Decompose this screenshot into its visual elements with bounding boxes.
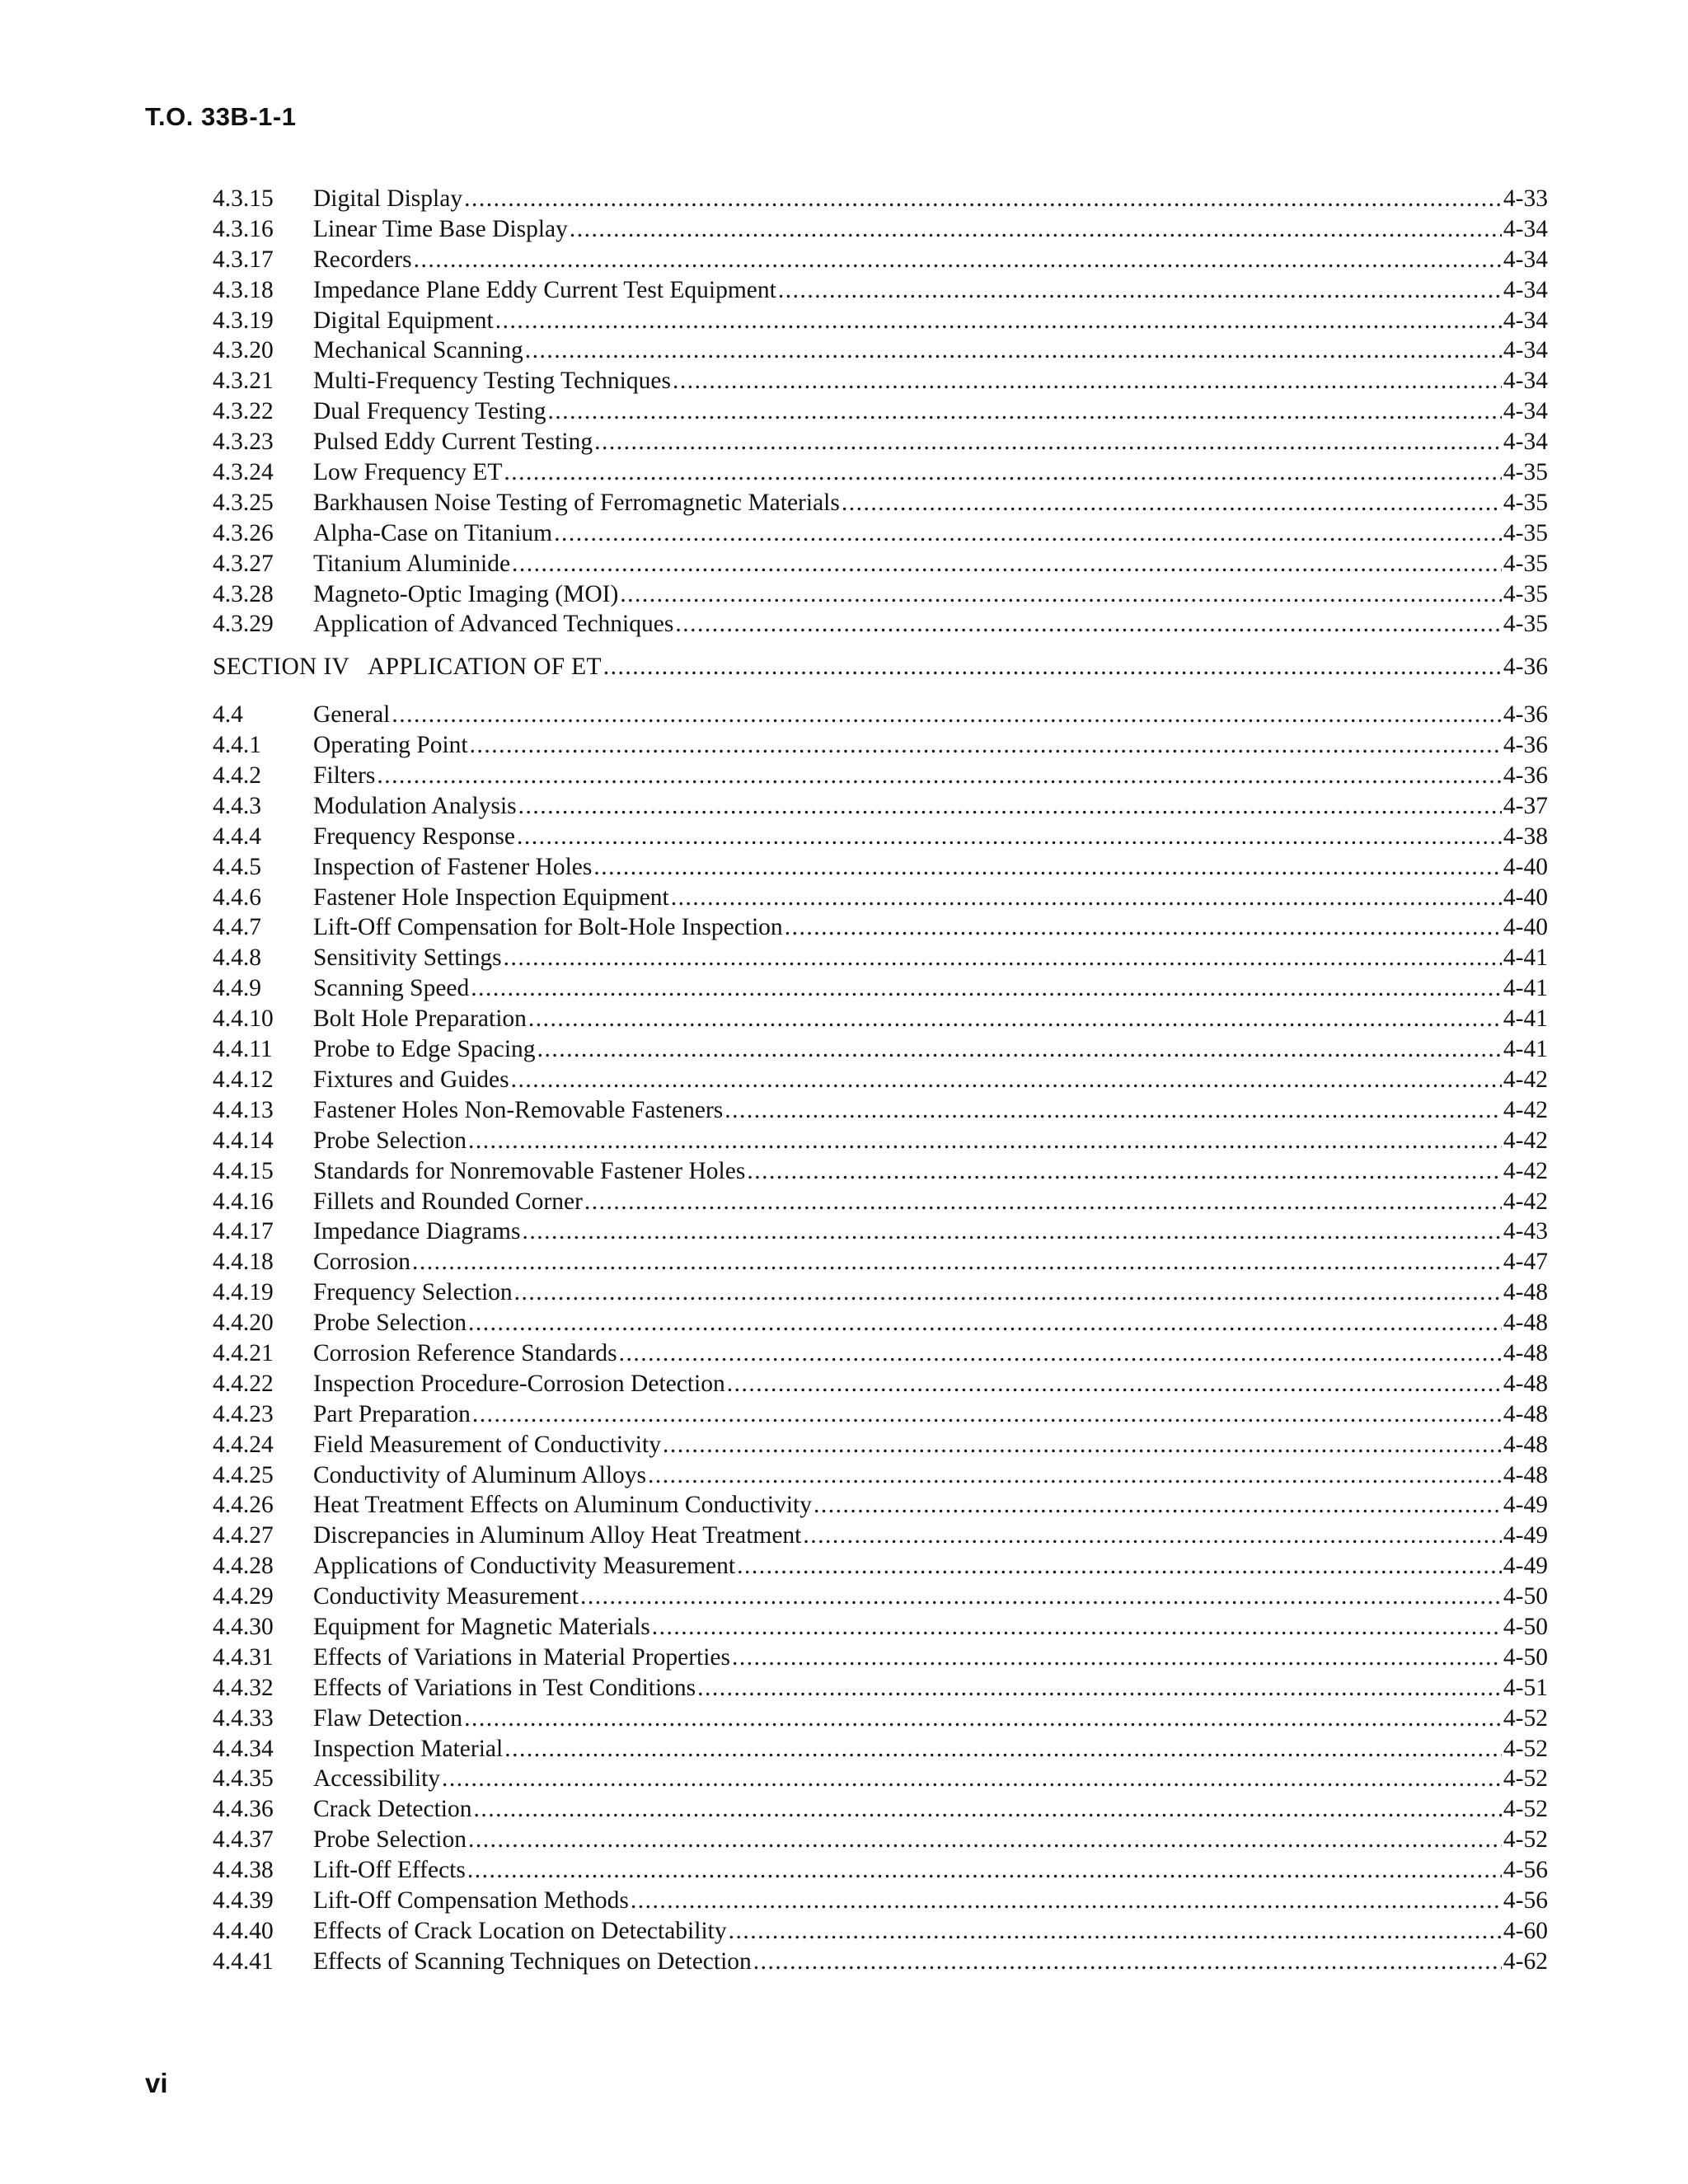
toc-entry-title: Magneto-Optic Imaging (MOI) <box>313 580 619 607</box>
toc-entry-number: 4.4.34 <box>213 1735 274 1762</box>
toc-entry-title: Impedance Diagrams <box>313 1218 521 1245</box>
toc-entry[interactable] <box>213 822 1548 852</box>
toc-entry-number: 4.3.26 <box>213 519 274 546</box>
toc-entry-title: Flaw Detection <box>313 1704 463 1732</box>
toc-entry[interactable] <box>213 609 1548 640</box>
toc-entry-number: 4.4.1 <box>213 732 261 759</box>
toc-entry-number: 4.4.26 <box>213 1492 274 1519</box>
toc-entry-page: 4-34 <box>1503 368 1548 395</box>
toc-entry-page: 4-41 <box>1503 1005 1548 1033</box>
toc-entry-number: 4.4.37 <box>213 1826 274 1854</box>
toc-entry-title: Probe Selection <box>313 1826 467 1854</box>
toc-leader-dots <box>584 1187 1502 1217</box>
toc-entry-page: 4-40 <box>1503 883 1548 911</box>
toc-leader-dots <box>514 1277 1502 1308</box>
toc-entry-number: 4.3.18 <box>213 276 274 303</box>
toc-entry[interactable] <box>213 1643 1548 1673</box>
toc-section-title <box>213 652 602 682</box>
toc-entry-page: 4-48 <box>1503 1310 1548 1337</box>
toc-entry-title: Application of Advanced Techniques <box>313 611 674 638</box>
toc-entry-page: 4-42 <box>1503 1188 1548 1215</box>
toc-entry[interactable] <box>213 1734 1548 1765</box>
toc-entry-number: 4.3.21 <box>213 368 274 395</box>
toc-entry-title: Frequency Response <box>313 823 515 850</box>
toc-section-label: SECTION IV <box>213 654 350 681</box>
toc-entry-title: Frequency Selection <box>313 1279 513 1306</box>
toc-leader-dots <box>522 1216 1501 1247</box>
toc-group-4-4 <box>213 700 1548 1976</box>
toc-entry-number: 4.4.22 <box>213 1370 274 1397</box>
toc-entry[interactable] <box>213 1886 1548 1916</box>
toc-entry[interactable] <box>213 1156 1548 1187</box>
toc-entry[interactable] <box>213 214 1548 245</box>
toc-entry-page: 4-48 <box>1503 1461 1548 1488</box>
toc-entry-number: 4.4.25 <box>213 1461 274 1488</box>
toc-entry-title: Effects of Scanning Techniques on Detection <box>313 1947 752 1975</box>
toc-entry[interactable] <box>213 700 1548 730</box>
toc-leader-dots <box>474 1794 1502 1825</box>
toc-entry-page: 4-33 <box>1503 185 1548 212</box>
toc-entry[interactable] <box>213 579 1548 610</box>
toc-entry-number: 4.4.33 <box>213 1704 274 1732</box>
toc-entry[interactable] <box>213 1582 1548 1612</box>
toc-leader-dots <box>778 275 1502 306</box>
toc-entry-number: 4.4.7 <box>213 914 261 941</box>
toc-entry-number: 4.3.17 <box>213 246 274 273</box>
toc-leader-dots <box>392 700 1502 730</box>
toc-leader-dots <box>594 427 1502 457</box>
toc-entry[interactable] <box>213 488 1548 518</box>
toc-entry[interactable] <box>213 1612 1548 1643</box>
toc-entry-title: Modulation Analysis <box>313 792 517 819</box>
toc-leader-dots <box>414 245 1502 275</box>
toc-entry-title: Discrepancies in Aluminum Alloy Heat Treatment <box>313 1522 802 1549</box>
toc-entry[interactable] <box>213 1704 1548 1734</box>
toc-entry-title: Field Measurement of Conductivity <box>313 1431 661 1458</box>
toc-entry[interactable] <box>213 730 1548 761</box>
document-id: T.O. 33B-1-1 <box>145 102 297 131</box>
toc-leader-dots <box>471 973 1502 1004</box>
toc-entry[interactable] <box>213 366 1548 396</box>
toc-entry-page: 4-42 <box>1503 1096 1548 1123</box>
toc-entry-title: Scanning Speed <box>313 975 470 1002</box>
toc-entry-number: 4.3.19 <box>213 307 274 334</box>
toc-entry-number: 4.4.5 <box>213 853 261 880</box>
toc-entry-number: 4.4.11 <box>213 1036 273 1063</box>
toc-entry-page: 4-41 <box>1503 944 1548 972</box>
toc-entry[interactable] <box>213 761 1548 791</box>
toc-entry-number: 4.4.3 <box>213 792 261 819</box>
toc-entry[interactable] <box>213 791 1548 822</box>
toc-entry-number: 4.3.22 <box>213 398 274 425</box>
toc-entry-number: 4.3.28 <box>213 580 274 607</box>
toc-entry[interactable] <box>213 1430 1548 1460</box>
toc-leader-dots <box>537 1034 1502 1065</box>
toc-entry-title: Fixtures and Guides <box>313 1066 509 1093</box>
toc-entry-number: 4.4.14 <box>213 1127 274 1154</box>
toc-entry-title: Titanium Aluminide <box>313 550 511 577</box>
toc-entry[interactable] <box>213 335 1548 366</box>
toc-leader-dots <box>517 822 1502 852</box>
toc-leader-dots <box>495 306 1502 336</box>
toc-entry-number: 4.4.40 <box>213 1917 274 1944</box>
toc-leader-dots <box>593 852 1502 883</box>
toc-leader-dots <box>472 1399 1502 1430</box>
toc-entry-number: 4.3.24 <box>213 459 274 486</box>
toc-entry-page: 4-42 <box>1503 1157 1548 1184</box>
toc-entry-title: Conductivity Measurement <box>313 1583 579 1610</box>
toc-leader-dots <box>785 912 1502 943</box>
toc-entry[interactable] <box>213 852 1548 883</box>
toc-entry[interactable] <box>213 883 1548 913</box>
toc-entry-page: 4-48 <box>1503 1370 1548 1397</box>
toc-entry-page: 4-36 <box>1503 701 1548 729</box>
toc-entry-number: 4.4.12 <box>213 1066 274 1093</box>
toc-entry-number: 4.4.8 <box>213 944 261 972</box>
toc-entry-page: 4-34 <box>1503 307 1548 334</box>
toc-leader-dots <box>548 396 1502 427</box>
toc-leader-dots <box>814 1490 1502 1521</box>
toc-entry[interactable] <box>213 1947 1548 1977</box>
toc-entry-title: Probe to Edge Spacing <box>313 1036 536 1063</box>
toc-entry-number: 4.4.29 <box>213 1583 274 1610</box>
toc-entry-page: 4-41 <box>1503 975 1548 1002</box>
toc-entry-title: Inspection of Fastener Holes <box>313 853 593 880</box>
toc-entry-number: 4.3.23 <box>213 429 274 456</box>
toc-entry-page: 4-36 <box>1503 732 1548 759</box>
toc-entry-page: 4-42 <box>1503 1127 1548 1154</box>
toc-entry-number: 4.4.18 <box>213 1249 274 1276</box>
toc-entry-number: 4.4.20 <box>213 1310 274 1337</box>
toc-leader-dots <box>468 1126 1502 1156</box>
toc-entry-title: Heat Treatment Effects on Aluminum Conductivity <box>313 1492 812 1519</box>
toc-entry-page: 4-34 <box>1503 215 1548 242</box>
toc-entry-page: 4-50 <box>1503 1583 1548 1610</box>
toc-entry[interactable] <box>213 518 1548 549</box>
toc-entry[interactable] <box>213 912 1548 943</box>
toc-entry-title: Lift-Off Compensation for Bolt-Hole Inspection <box>313 914 783 941</box>
toc-entry-page: 4-48 <box>1503 1431 1548 1458</box>
toc-entry-page: 4-35 <box>1503 611 1548 638</box>
toc-entry-title: Standards for Nonremovable Fastener Holes <box>313 1157 746 1184</box>
toc-entry-number: 4.4 <box>213 701 243 729</box>
toc-entry[interactable] <box>213 1551 1548 1582</box>
toc-leader-dots <box>753 1947 1502 1977</box>
toc-entry[interactable] <box>213 1369 1548 1399</box>
toc-leader-dots <box>620 579 1502 610</box>
toc-entry[interactable] <box>213 1126 1548 1156</box>
toc-leader-dots <box>468 1825 1502 1855</box>
toc-entry-title: Pulsed Eddy Current Testing <box>313 429 593 456</box>
toc-entry[interactable] <box>213 1338 1548 1369</box>
page-number: vi <box>145 2068 168 2098</box>
toc-entry[interactable] <box>213 1004 1548 1034</box>
toc-entry-page: 4-62 <box>1503 1947 1548 1975</box>
toc-entry-number: 4.4.41 <box>213 1947 274 1975</box>
toc-entry-number: 4.4.4 <box>213 823 261 850</box>
toc-leader-dots <box>467 1855 1502 1886</box>
toc-entry-title: Operating Point <box>313 732 468 759</box>
toc-leader-dots <box>673 366 1502 396</box>
toc-entry-number: 4.3.15 <box>213 185 274 212</box>
toc-entry-title: Applications of Conductivity Measurement <box>313 1553 736 1580</box>
toc-entry-page: 4-51 <box>1503 1674 1548 1701</box>
toc-entry-title: Effects of Variations in Test Conditions <box>313 1674 696 1701</box>
toc-entry-number: 4.4.31 <box>213 1643 274 1671</box>
toc-entry-title: Recorders <box>313 246 412 273</box>
toc-entry-number: 4.4.35 <box>213 1765 274 1793</box>
toc-entry-title: Part Preparation <box>313 1400 471 1427</box>
toc-entry[interactable] <box>213 396 1548 427</box>
toc-entry[interactable] <box>213 1460 1548 1491</box>
toc-leader-dots <box>697 1673 1502 1704</box>
toc-entry-page: 4-42 <box>1503 1066 1548 1093</box>
toc-leader-dots <box>732 1643 1502 1673</box>
toc-entry-title: Fastener Hole Inspection Equipment <box>313 883 669 911</box>
toc-leader-dots <box>442 1764 1502 1794</box>
toc-entry[interactable] <box>213 1247 1548 1277</box>
toc-entry[interactable] <box>213 1216 1548 1247</box>
toc-entry-number: 4.3.16 <box>213 215 274 242</box>
toc-entry-title: Probe Selection <box>313 1310 467 1337</box>
toc-entry[interactable] <box>213 1095 1548 1126</box>
toc-entry-title: Lift-Off Compensation Methods <box>313 1886 629 1914</box>
toc-entry[interactable] <box>213 184 1548 214</box>
toc-entry-title: Accessibility <box>313 1765 441 1793</box>
toc-entry-page: 4-36 <box>1503 762 1548 790</box>
toc-entry-page: 4-47 <box>1503 1249 1548 1276</box>
toc-entry[interactable] <box>213 1855 1548 1886</box>
toc-leader-dots <box>511 1065 1502 1095</box>
toc-leader-dots <box>842 488 1502 518</box>
toc-entry[interactable] <box>213 549 1548 579</box>
toc-entry[interactable] <box>213 1187 1548 1217</box>
toc-entry-title: Digital Equipment <box>313 307 494 334</box>
toc-section-name: APPLICATION OF ET <box>368 654 602 681</box>
toc-entry-number: 4.3.20 <box>213 337 274 364</box>
toc-leader-dots <box>504 457 1502 488</box>
toc-entry-title: Multi-Frequency Testing Techniques <box>313 368 671 395</box>
toc-entry[interactable] <box>213 306 1548 336</box>
toc-leader-dots <box>518 791 1502 822</box>
toc-leader-dots <box>675 609 1502 640</box>
toc-entry[interactable] <box>213 1916 1548 1947</box>
toc-entry[interactable] <box>213 275 1548 306</box>
toc-group-4-3 <box>213 184 1548 640</box>
toc-leader-dots <box>525 335 1502 366</box>
toc-entry-page: 4-34 <box>1503 398 1548 425</box>
toc-leader-dots <box>470 730 1502 761</box>
toc-entry-number: 4.4.28 <box>213 1553 274 1580</box>
toc-leader-dots <box>603 652 1502 682</box>
toc-entry-title: Mechanical Scanning <box>313 337 523 364</box>
toc-entry-number: 4.4.2 <box>213 762 261 790</box>
toc-entry-page: 4-48 <box>1503 1339 1548 1366</box>
toc-entry-page: 4-52 <box>1503 1704 1548 1732</box>
toc-entry[interactable] <box>213 1825 1548 1855</box>
toc-entry-number: 4.3.29 <box>213 611 274 638</box>
toc-leader-dots <box>412 1247 1502 1277</box>
toc-entry[interactable] <box>213 1794 1548 1825</box>
toc-entry-number: 4.4.6 <box>213 883 261 911</box>
toc-entry-page: 4-40 <box>1503 914 1548 941</box>
toc-entry[interactable] <box>213 1764 1548 1794</box>
toc-entry-number: 4.4.38 <box>213 1857 274 1884</box>
toc-entry-number: 4.3.27 <box>213 550 274 577</box>
toc-leader-dots <box>464 1704 1502 1734</box>
toc-leader-dots <box>652 1612 1502 1643</box>
toc-entry[interactable] <box>213 1490 1548 1521</box>
toc-entry-page: 4-52 <box>1503 1765 1548 1793</box>
toc-entry[interactable] <box>213 1034 1548 1065</box>
toc-leader-dots <box>631 1886 1502 1916</box>
toc-entry-title: Digital Display <box>313 185 463 212</box>
toc-entry-title: Impedance Plane Eddy Current Test Equipment <box>313 276 776 303</box>
toc-entry[interactable] <box>213 1277 1548 1308</box>
table-of-contents <box>213 184 1548 1977</box>
toc-entry-number: 4.4.19 <box>213 1279 274 1306</box>
toc-entry-title: Filters <box>313 762 376 790</box>
toc-entry-title: Fastener Holes Non-Removable Fasteners <box>313 1096 724 1123</box>
toc-leader-dots <box>377 761 1502 791</box>
toc-entry[interactable] <box>213 1308 1548 1338</box>
toc-entry-page: 4-52 <box>1503 1826 1548 1854</box>
toc-leader-dots <box>554 518 1502 549</box>
toc-entry-page: 4-38 <box>1503 823 1548 850</box>
toc-entry-title: Corrosion Reference Standards <box>313 1339 617 1366</box>
toc-entry-number: 4.4.36 <box>213 1796 274 1823</box>
toc-entry-title: Fillets and Rounded Corner <box>313 1188 583 1215</box>
toc-leader-dots <box>729 1916 1502 1947</box>
toc-entry[interactable] <box>213 457 1548 488</box>
toc-entry-number: 4.4.17 <box>213 1218 274 1245</box>
toc-entry[interactable] <box>213 1673 1548 1704</box>
toc-entry-title: Corrosion <box>313 1249 410 1276</box>
toc-leader-dots <box>504 1734 1502 1765</box>
toc-entry-page: 4-35 <box>1503 489 1548 516</box>
toc-section-page: 4-36 <box>1503 654 1548 681</box>
toc-leader-dots <box>570 214 1502 245</box>
toc-entry-page: 4-52 <box>1503 1796 1548 1823</box>
toc-leader-dots <box>580 1582 1502 1612</box>
toc-entry-title: Crack Detection <box>313 1796 472 1823</box>
toc-entry-title: Low Frequency ET <box>313 459 503 486</box>
toc-entry-page: 4-34 <box>1503 276 1548 303</box>
toc-entry-title: Probe Selection <box>313 1127 467 1154</box>
toc-entry-title: Bolt Hole Preparation <box>313 1005 527 1033</box>
toc-entry-page: 4-35 <box>1503 550 1548 577</box>
toc-entry-title: Equipment for Magnetic Materials <box>313 1613 650 1640</box>
toc-leader-dots <box>648 1460 1502 1491</box>
toc-entry[interactable] <box>213 427 1548 457</box>
toc-leader-dots <box>663 1430 1502 1460</box>
toc-leader-dots <box>464 184 1502 214</box>
toc-entry-page: 4-49 <box>1503 1553 1548 1580</box>
toc-entry-page: 4-52 <box>1503 1735 1548 1762</box>
toc-entry-title: Sensitivity Settings <box>313 944 502 972</box>
toc-entry-page: 4-41 <box>1503 1036 1548 1063</box>
toc-entry-page: 4-40 <box>1503 853 1548 880</box>
toc-leader-dots <box>737 1551 1502 1582</box>
toc-entry[interactable] <box>213 1521 1548 1551</box>
toc-leader-dots <box>727 1369 1502 1399</box>
toc-entry[interactable] <box>213 973 1548 1004</box>
toc-entry-page: 4-56 <box>1503 1857 1548 1884</box>
toc-entry-title: Conductivity of Aluminum Alloys <box>313 1461 647 1488</box>
toc-leader-dots <box>747 1156 1502 1187</box>
toc-leader-dots <box>512 549 1502 579</box>
toc-leader-dots <box>724 1095 1502 1126</box>
toc-entry-title: Inspection Material <box>313 1735 504 1762</box>
toc-entry-title: Alpha-Case on Titanium <box>313 519 553 546</box>
toc-entry-title: Inspection Procedure-Corrosion Detection <box>313 1370 725 1397</box>
toc-entry-page: 4-35 <box>1503 459 1548 486</box>
toc-entry-title: Lift-Off Effects <box>313 1857 466 1884</box>
toc-leader-dots <box>528 1004 1502 1034</box>
toc-entry-page: 4-35 <box>1503 519 1548 546</box>
toc-entry-title: Barkhausen Noise Testing of Ferromagnetic Materials <box>313 489 840 516</box>
toc-leader-dots <box>671 883 1502 913</box>
toc-entry-number: 4.4.15 <box>213 1157 274 1184</box>
toc-entry-number: 4.4.30 <box>213 1613 274 1640</box>
toc-entry-number: 4.4.13 <box>213 1096 274 1123</box>
toc-entry-number: 4.3.25 <box>213 489 274 516</box>
toc-leader-dots <box>619 1338 1502 1369</box>
toc-entry[interactable] <box>213 943 1548 973</box>
toc-entry-number: 4.4.16 <box>213 1188 274 1215</box>
toc-entry[interactable] <box>213 245 1548 275</box>
toc-leader-dots <box>504 943 1502 973</box>
toc-entry-number: 4.4.27 <box>213 1522 274 1549</box>
toc-entry-title: Linear Time Base Display <box>313 215 568 242</box>
toc-leader-dots <box>468 1308 1502 1338</box>
toc-entry-number: 4.4.9 <box>213 975 261 1002</box>
toc-entry-number: 4.4.21 <box>213 1339 274 1366</box>
toc-leader-dots <box>803 1521 1502 1551</box>
toc-entry-page: 4-34 <box>1503 337 1548 364</box>
toc-entry-title: Effects of Crack Location on Detectability <box>313 1917 727 1944</box>
toc-entry-page: 4-43 <box>1503 1218 1548 1245</box>
toc-entry-page: 4-34 <box>1503 246 1548 273</box>
toc-entry-page: 4-49 <box>1503 1522 1548 1549</box>
toc-entry-number: 4.4.23 <box>213 1400 274 1427</box>
toc-entry-page: 4-48 <box>1503 1279 1548 1306</box>
toc-entry-page: 4-50 <box>1503 1613 1548 1640</box>
toc-entry-title: Dual Frequency Testing <box>313 398 546 425</box>
toc-entry-title: Effects of Variations in Material Properties <box>313 1643 731 1671</box>
toc-entry-title: General <box>313 701 391 729</box>
toc-entry-page: 4-35 <box>1503 580 1548 607</box>
toc-entry-page: 4-49 <box>1503 1492 1548 1519</box>
toc-entry-page: 4-50 <box>1503 1643 1548 1671</box>
toc-entry-page: 4-37 <box>1503 792 1548 819</box>
toc-entry-page: 4-60 <box>1503 1917 1548 1944</box>
toc-entry[interactable] <box>213 1065 1548 1095</box>
toc-entry-page: 4-56 <box>1503 1886 1548 1914</box>
toc-entry-page: 4-34 <box>1503 429 1548 456</box>
toc-entry-number: 4.4.32 <box>213 1674 274 1701</box>
toc-entry[interactable] <box>213 1399 1548 1430</box>
toc-section-row[interactable] <box>213 652 1548 682</box>
toc-entry-number: 4.4.24 <box>213 1431 274 1458</box>
toc-entry-number: 4.4.10 <box>213 1005 274 1033</box>
toc-entry-page: 4-48 <box>1503 1400 1548 1427</box>
toc-entry-number: 4.4.39 <box>213 1886 274 1914</box>
